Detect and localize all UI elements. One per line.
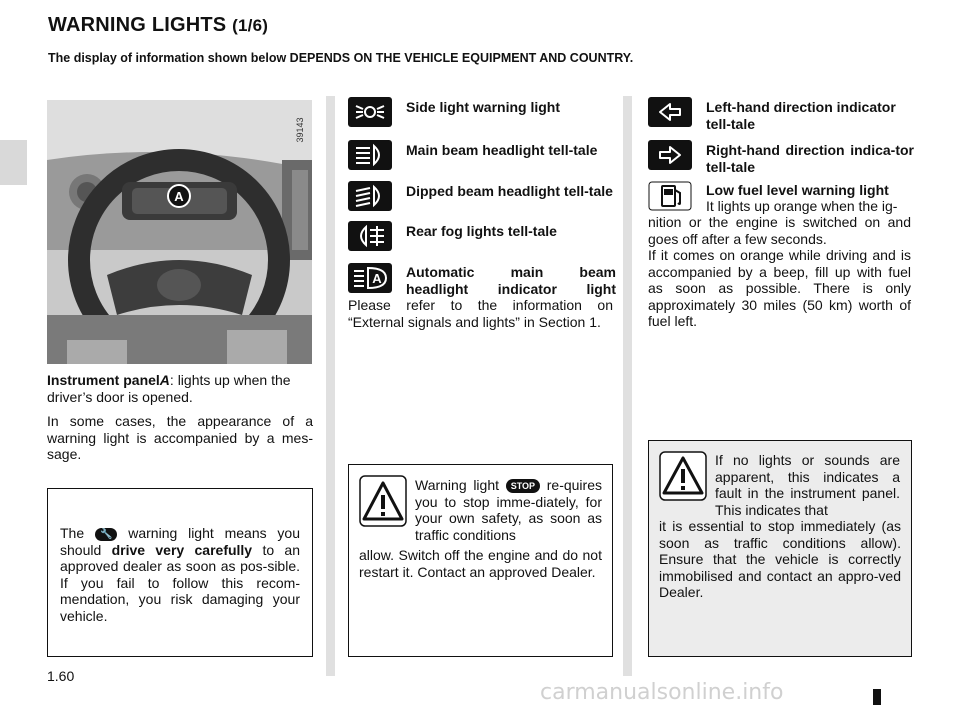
side-light-label: Side light warning light (406, 99, 560, 115)
left-indicator-label: Left-hand direction indicator tell-tale (706, 99, 896, 132)
fuel-icon (648, 181, 692, 211)
auto-main-beam-icon (348, 263, 392, 293)
page-title: WARNING LIGHTS (1/6) (48, 14, 269, 36)
side-light-row (348, 97, 613, 131)
callout-a-label: A (174, 189, 184, 204)
auto-beam-note: Please refer to the information on “External signals and lights” in Section 1. (348, 297, 613, 330)
warning-triangle-icon (659, 451, 707, 501)
column-divider (623, 96, 632, 676)
fault-text-a: If no lights or sounds are apparent, this indicates a fault in the instrument panel. This indicates that (715, 452, 900, 518)
rear-fog-icon (348, 221, 392, 251)
left-indicator-row (648, 97, 913, 135)
right-indicator-row (648, 140, 913, 176)
right-indicator-label: Right-hand direction indica-tor tell-tale (706, 142, 914, 175)
service-warning-box (47, 488, 313, 657)
stop-warning-text-a: Warning light STOP re-quires you to stop imme-diately, for your own safety, as soon as traffic conditions (415, 477, 602, 543)
section-tab (0, 140, 27, 185)
column-divider (326, 96, 335, 676)
left-indicator-icon (648, 97, 692, 127)
fuel-text-2: If it comes on orange while driving and is accompanied by a beep, fill up with fuel as soon as possible. There is only approximately 30 miles (50 km) worth of fuel left. (648, 247, 911, 329)
auto-main-beam-label: Automatic main beam headlight indicator light (406, 264, 616, 297)
right-indicator-icon (648, 140, 692, 170)
page-subtitle: The display of information shown below DEPENDS ON THE VEHICLE EQUIPMENT AND COUNTRY. (48, 51, 634, 65)
fuel-label: Low fuel level warning light (706, 182, 889, 198)
fuel-text: nition or the engine is switched on and goes off after a few seconds. (648, 214, 911, 247)
dipped-beam-icon (348, 181, 392, 211)
side-light-icon (348, 97, 392, 127)
photo-ref-code: 39143 (295, 117, 305, 143)
watermark: carmanualsonline.info (540, 680, 784, 705)
main-beam-icon (348, 140, 392, 170)
instrument-panel-caption: Instrument panelA: lights up when the driver’s door is opened. (47, 372, 291, 405)
auto-main-beam-row (348, 263, 616, 297)
dashboard-photo (47, 100, 312, 364)
message-note: In some cases, the appearance of a warning light is accompanied by a mes-sage. (47, 413, 313, 462)
page-number: 1.60 (47, 668, 75, 684)
dipped-beam-row (348, 181, 613, 217)
stop-icon: STOP (506, 479, 540, 493)
stop-warning-text-b: allow. Switch off the engine and do not restart it. Contact an approved Dealer. (359, 547, 602, 580)
corner-mark (873, 689, 881, 705)
main-beam-label: Main beam headlight tell-tale (406, 142, 598, 158)
wrench-icon: 🔧 (95, 528, 117, 541)
stop-warning-box (348, 464, 613, 657)
dipped-beam-label: Dipped beam headlight tell-tale (406, 183, 613, 199)
rear-fog-label: Rear fog lights tell-tale (406, 223, 557, 239)
fuel-row (648, 181, 913, 215)
fault-text-b: it is essential to stop immediately (as soon as traffic conditions allow). Ensure that the vehicle is correctly immobilised and contact an appro-ved Dealer. (659, 518, 901, 600)
main-beam-row (348, 140, 613, 176)
rear-fog-row (348, 221, 613, 255)
fuel-text-first-line: It lights up orange when the ig- (706, 198, 898, 214)
svg-text:A: A (372, 271, 382, 286)
service-warning-text: The 🔧 warning light means you should drive very carefully to an approved dealer as soon as pos-sible. If you fail to follow this recom-mendation, you risk damaging your vehicle. (60, 525, 301, 624)
warning-triangle-icon (359, 475, 407, 527)
fault-warning-box (648, 440, 912, 657)
